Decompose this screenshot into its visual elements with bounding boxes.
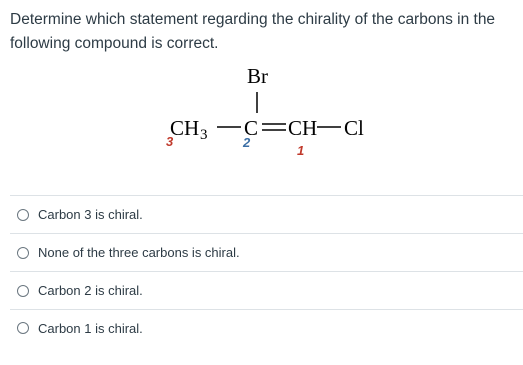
question-text: Determine which statement regarding the chirality of the carbons in the following compound is correct. (10, 11, 496, 52)
answer-label: Carbon 3 is chiral. (38, 207, 143, 222)
radio-button[interactable] (17, 247, 29, 259)
structure-diagram (160, 60, 420, 160)
radio-button[interactable] (17, 209, 29, 221)
answer-label: Carbon 1 is chiral. (38, 320, 143, 336)
answer-option-none[interactable] (10, 233, 523, 271)
radio-button[interactable] (17, 322, 29, 334)
methyl-ch: CH (170, 116, 200, 140)
answer-option-carbon-2[interactable] (10, 271, 523, 309)
carbon-number-1: 1 (297, 143, 305, 158)
radio-button[interactable] (17, 285, 29, 297)
chlorine-atom: Cl (344, 116, 364, 140)
answer-list (10, 195, 523, 347)
chemical-structure (160, 60, 420, 160)
methyl-group (170, 116, 199, 140)
answer-label: None of the three carbons is chiral. (38, 245, 240, 260)
answer-option-carbon-3[interactable] (10, 195, 523, 233)
answer-label: Carbon 2 is chiral. (38, 283, 143, 298)
carbon-1-atom: CH (288, 116, 318, 140)
methyl-subscript: 3 (200, 127, 208, 143)
carbon-number-3: 3 (166, 134, 174, 149)
carbon-2-atom: C (244, 116, 259, 140)
bromine-atom: Br (247, 64, 268, 88)
answer-option-carbon-1[interactable] (10, 309, 523, 347)
carbon-number-2: 2 (243, 135, 251, 150)
